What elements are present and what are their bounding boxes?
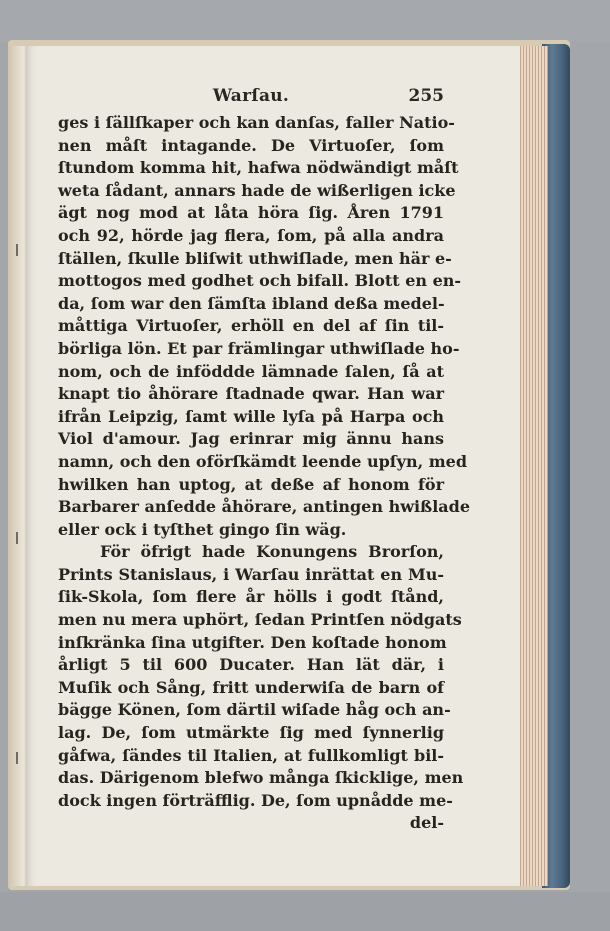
- text-line: lag. De, ſom utmärkte ſig med ſynnerlig: [58, 723, 444, 743]
- text-line: weta ſådant, annars hade de wißerligen icke: [58, 180, 456, 200]
- page-text: [58, 86, 471, 835]
- text-line: Barbarer anſedde åhörare, antingen hwißlade: [58, 497, 471, 517]
- text-line: ges i ſällſkaper och kan danſas, faller Natio-: [58, 113, 455, 132]
- page-edges: [518, 46, 548, 886]
- text-line: Prints Stanislaus, i Warſau inrättat en Mu-: [58, 564, 444, 584]
- scan-background-bottom: [0, 892, 610, 931]
- catchword: del-: [409, 813, 444, 833]
- margin-mark: [16, 752, 18, 764]
- text-line: bägge Könen, ſom därtil wiſade håg och an-: [58, 700, 451, 720]
- text-line: och 92, hörde jag flera, ſom, på alla andra: [58, 225, 444, 245]
- margin-mark: [16, 244, 18, 256]
- text-line: ſtundom komma hit, hafwa nödwändigt måſt: [58, 158, 459, 178]
- text-line: eller ock i tyſthet gingo ſin wäg.: [58, 519, 347, 539]
- text-line: das. Därigenom blefwo många ſkicklige, men: [58, 768, 464, 788]
- text-line: dock ingen förträfflig. De, ſom upnådde me-: [58, 790, 453, 810]
- text-line: Viol d'amour. Jag erinrar mig ännu hans: [58, 429, 444, 449]
- text-line: ſtällen, ſkulle bliſwit uthwiſlade, men här e-: [58, 248, 452, 268]
- text-line: mottogos med godhet och bifall. Blott en en-: [58, 271, 462, 291]
- text-line: men nu mera uphört, ſedan Printſen nödgats: [58, 610, 462, 630]
- scan-background-top: [0, 0, 610, 42]
- book-gutter: [8, 46, 28, 886]
- text-line: da, ſom war den ſämſta ibland deßa medel-: [58, 293, 445, 313]
- text-line: årligt 5 til 600 Ducater. Han lät där, i: [58, 655, 444, 675]
- text-line: ſik-Skola, ſom flere år hölls i godt ſtånd,: [58, 587, 444, 607]
- text-line: Muſik och Sång, fritt underwiſa de barn of: [58, 677, 444, 697]
- text-line: nen måſt intagande. De Virtuoſer, ſom: [58, 135, 444, 155]
- text-line: nom, och de inföddde lämnade ſalen, ſå at: [58, 361, 444, 381]
- text-line: gåfwa, ſändes til Italien, at fullkomligt bil-: [58, 745, 444, 765]
- text-line: börliga lön. Et par främlingar uthwiſlade ho-: [58, 338, 460, 358]
- page-number: 255: [408, 86, 444, 106]
- text-line: inſkränka ſina utgifter. Den koſtade honom: [58, 632, 447, 652]
- running-head: Warſau.: [212, 86, 290, 106]
- paragraph-first-line: För öfrigt hade Konungens Brorſon,: [100, 542, 444, 562]
- text-line: namn, och den oförſkämdt leende upſyn, med: [58, 451, 468, 471]
- margin-mark: [16, 532, 18, 544]
- text-line: ägt nog mod at låta höra ſig. Åren 1791: [58, 203, 444, 223]
- text-line: knapt tio åhörare ſtadnade qwar. Han war: [58, 384, 444, 404]
- text-line: hwilken han uptog, at deße af honom för: [58, 474, 444, 494]
- text-line: ifrån Leipzig, ſamt wille lyſa på Harpa och: [58, 406, 444, 426]
- text-line: måttiga Virtuoſer, erhöll en del af ſin til-: [58, 316, 444, 336]
- page-header: [58, 86, 444, 112]
